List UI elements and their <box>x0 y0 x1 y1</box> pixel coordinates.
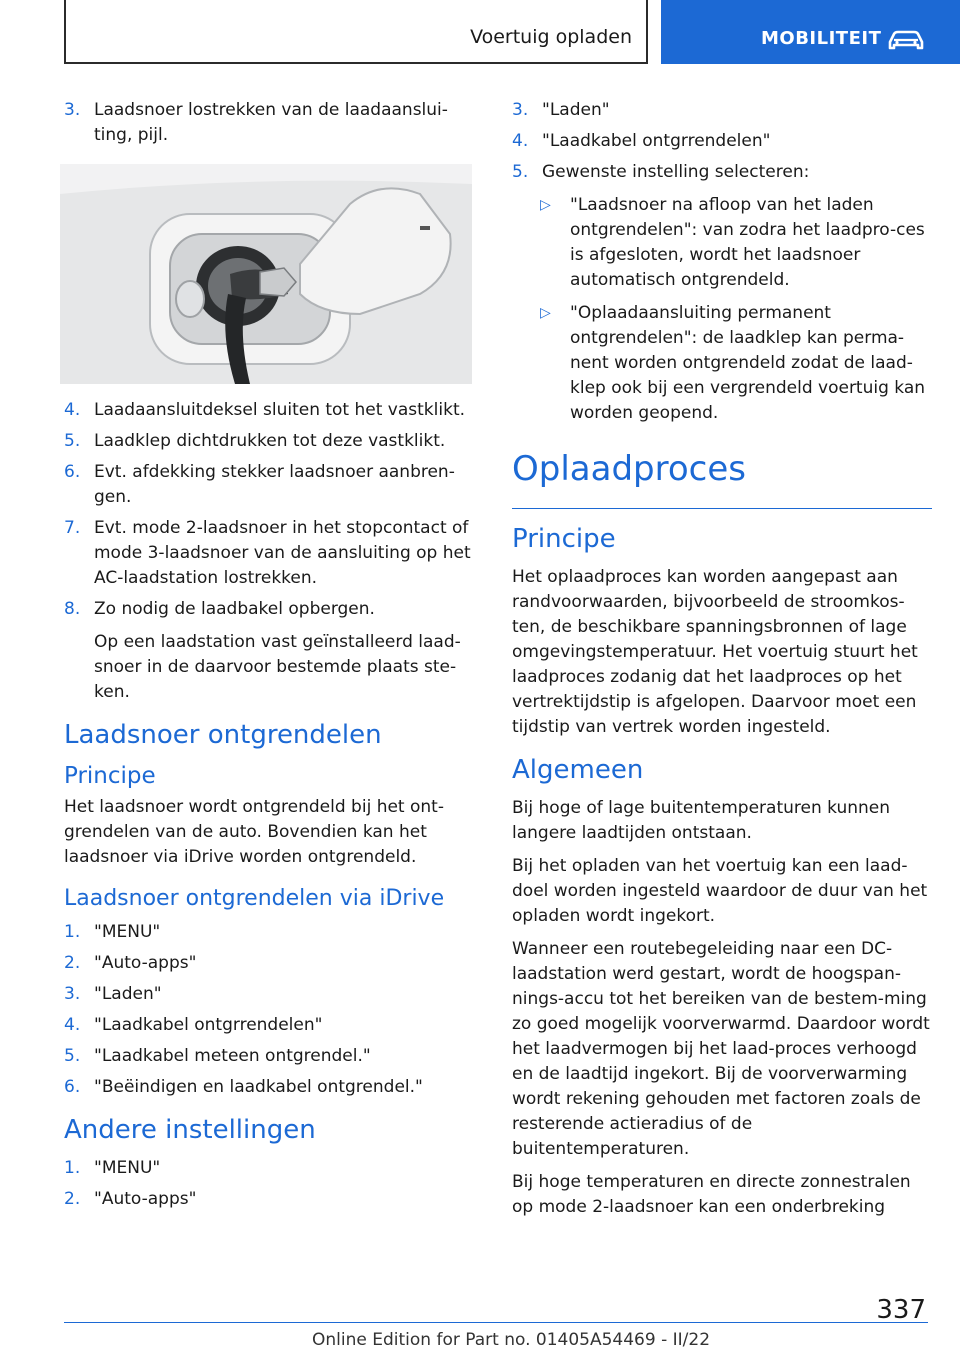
list-item <box>64 951 484 976</box>
bullet-text: "Oplaadaansluiting permanent ontgrendelen": de laadklep kan perma-nent worden ontgrendeld zodat de laad-klep ook bij een vergrendeld voertuig kan worden geopend. <box>570 303 926 423</box>
step-text: Laadklep dichtdrukken tot deze vastklikt. <box>94 431 446 451</box>
chapter-heading: Oplaadproces <box>512 449 746 489</box>
charging-port-image <box>60 164 472 384</box>
other-step-list <box>64 1156 484 1212</box>
page-number: 337 <box>876 1295 926 1325</box>
section-title: Voertuig opladen <box>470 26 632 48</box>
section-heading: Algemeen <box>512 755 644 785</box>
list-item <box>512 193 932 293</box>
list-item <box>64 1044 484 1069</box>
step-text: "MENU" <box>94 1158 161 1178</box>
body-paragraph: Het oplaadproces kan worden aangepast aan randvoorwaarden, bijvoorbeeld de stroomkos-ten, de beschikbare spanningsbronnen of lage omgevingstemperatuur. Het voertuig stuurt het laadproces zodanig dat het laadproces op het vertrektijdstip is afgelopen. Daarvoor moet een tijdstip van vertrek worden ingesteld. <box>512 567 918 737</box>
list-item <box>64 920 484 945</box>
list-item <box>64 460 484 510</box>
idrive-step-list <box>64 920 484 1100</box>
list-item <box>64 1075 484 1100</box>
list-item <box>64 982 484 1007</box>
list-item <box>64 597 484 622</box>
chapter-heading-block <box>512 448 932 509</box>
intro-step-list <box>64 98 484 148</box>
list-item <box>64 429 484 454</box>
step-number: 3. <box>64 984 81 1004</box>
body-paragraph: Bij het opladen van het voertuig kan een laad-doel worden ingesteld waardoor de duur van het opladen wordt ingekort. <box>512 856 928 926</box>
section-heading: Principe <box>512 524 616 554</box>
step-text: "Laadkabel meteen ontgrendel." <box>94 1046 371 1066</box>
step-text: Evt. afdekking stekker laadsnoer aanbren-gen. <box>94 462 455 507</box>
header-section-box <box>64 0 648 64</box>
step-number: 4. <box>64 400 81 420</box>
step-text: "Laadkabel ontgrrendelen" <box>94 1015 323 1035</box>
body-paragraph: Het laadsnoer wordt ontgrendeld bij het ont-grendelen van de auto. Bovendien kan het laadsnoer via iDrive worden ontgrendeld. <box>64 797 444 867</box>
list-item <box>512 301 932 426</box>
left-column <box>64 98 484 1220</box>
section-heading: Laadsnoer ontgrendelen <box>64 720 382 750</box>
car-icon <box>886 28 926 52</box>
step-text: "Laden" <box>94 984 162 1004</box>
edition-footer: Online Edition for Part no. 01405A54469 - II/22 <box>312 1330 711 1350</box>
step-text: "MENU" <box>94 922 161 942</box>
subsection-heading: Principe <box>64 763 156 789</box>
triangle-bullet-icon: ▷ <box>540 305 551 321</box>
step-text: Laadaansluitdeksel sluiten tot het vastklikt. <box>94 400 466 420</box>
settings-step-list <box>512 98 932 185</box>
category-title: MOBILITEIT <box>761 28 882 49</box>
step-text: Evt. mode 2-laadsnoer in het stopcontact of mode 3-laadsnoer van de aansluiting op het AC-laadstation lostrekken. <box>94 518 471 588</box>
right-column <box>512 98 932 1228</box>
step-text: Gewenste instelling selecteren: <box>542 162 810 182</box>
step-number: 1. <box>64 1158 81 1178</box>
body-paragraph: Wanneer een routebegeleiding naar een DC-laadstation werd gestart, wordt de hoogspan-nings-accu tot het bereiken van de bestem-ming zo goed mogelijk voorverwarmd. Daardoor wordt het laadvermogen bij het laad-proces verhoogd en de laadtijd ingekort. Bij de voorverwarming wordt rekening gehouden met factoren zoals de resterende actieradius of de buitentemperaturen. <box>512 939 930 1159</box>
body-paragraph: Bij hoge temperaturen en directe zonnestralen op mode 2-laadsnoer kan een onderbreking <box>512 1172 911 1217</box>
step-number: 5. <box>64 431 81 451</box>
triangle-bullet-icon: ▷ <box>540 197 551 213</box>
step-number: 1. <box>64 922 81 942</box>
bullet-text: "Laadsnoer na afloop van het laden ontgrendelen": van zodra het laadpro-ces is afgesloten, wordt het laadsnoer automatisch ontgrendeld. <box>570 195 925 290</box>
step-text: "Auto-apps" <box>94 953 197 973</box>
body-paragraph: Bij hoge of lage buitentemperaturen kunnen langere laadtijden ontstaan. <box>512 798 891 843</box>
list-item <box>64 1013 484 1038</box>
step-number: 8. <box>64 599 81 619</box>
step-number: 6. <box>64 462 81 482</box>
subsection-heading: Laadsnoer ontgrendelen via iDrive <box>64 886 445 911</box>
step-number: 2. <box>64 1189 81 1209</box>
step-text: "Beëindigen en laadkabel ontgrendel." <box>94 1077 423 1097</box>
step-number: 4. <box>512 131 529 151</box>
header-category-box <box>661 0 960 64</box>
step-text: Laadsnoer lostrekken van de laadaanslui-ting, pijl. <box>94 100 448 145</box>
step-text: "Laadkabel ontgrrendelen" <box>542 131 771 151</box>
step-number: 2. <box>64 953 81 973</box>
step-number: 5. <box>64 1046 81 1066</box>
footer-divider <box>64 1322 928 1323</box>
step-text: "Auto-apps" <box>94 1189 197 1209</box>
list-item <box>512 98 932 123</box>
step-text: "Laden" <box>542 100 610 120</box>
step-text: Zo nodig de laadbakel opbergen. <box>94 599 375 619</box>
step-number: 7. <box>64 518 81 538</box>
list-item <box>512 129 932 154</box>
list-item <box>64 398 484 423</box>
list-item <box>64 1156 484 1181</box>
step-number: 6. <box>64 1077 81 1097</box>
list-item <box>512 160 932 185</box>
step-number: 3. <box>64 100 81 120</box>
list-item <box>64 516 484 591</box>
step-number: 5. <box>512 162 529 182</box>
charging-port-illustration <box>60 164 472 384</box>
section-heading: Andere instellingen <box>64 1115 316 1145</box>
step-note: Op een laadstation vast geïnstalleerd laad-snoer in de daarvoor bestemde plaats ste-ken. <box>94 632 461 702</box>
option-bullet-list <box>512 193 932 426</box>
step-number: 4. <box>64 1015 81 1035</box>
list-item <box>64 1187 484 1212</box>
step-number: 3. <box>512 100 529 120</box>
list-item <box>64 98 484 148</box>
unplug-step-list <box>64 398 484 622</box>
